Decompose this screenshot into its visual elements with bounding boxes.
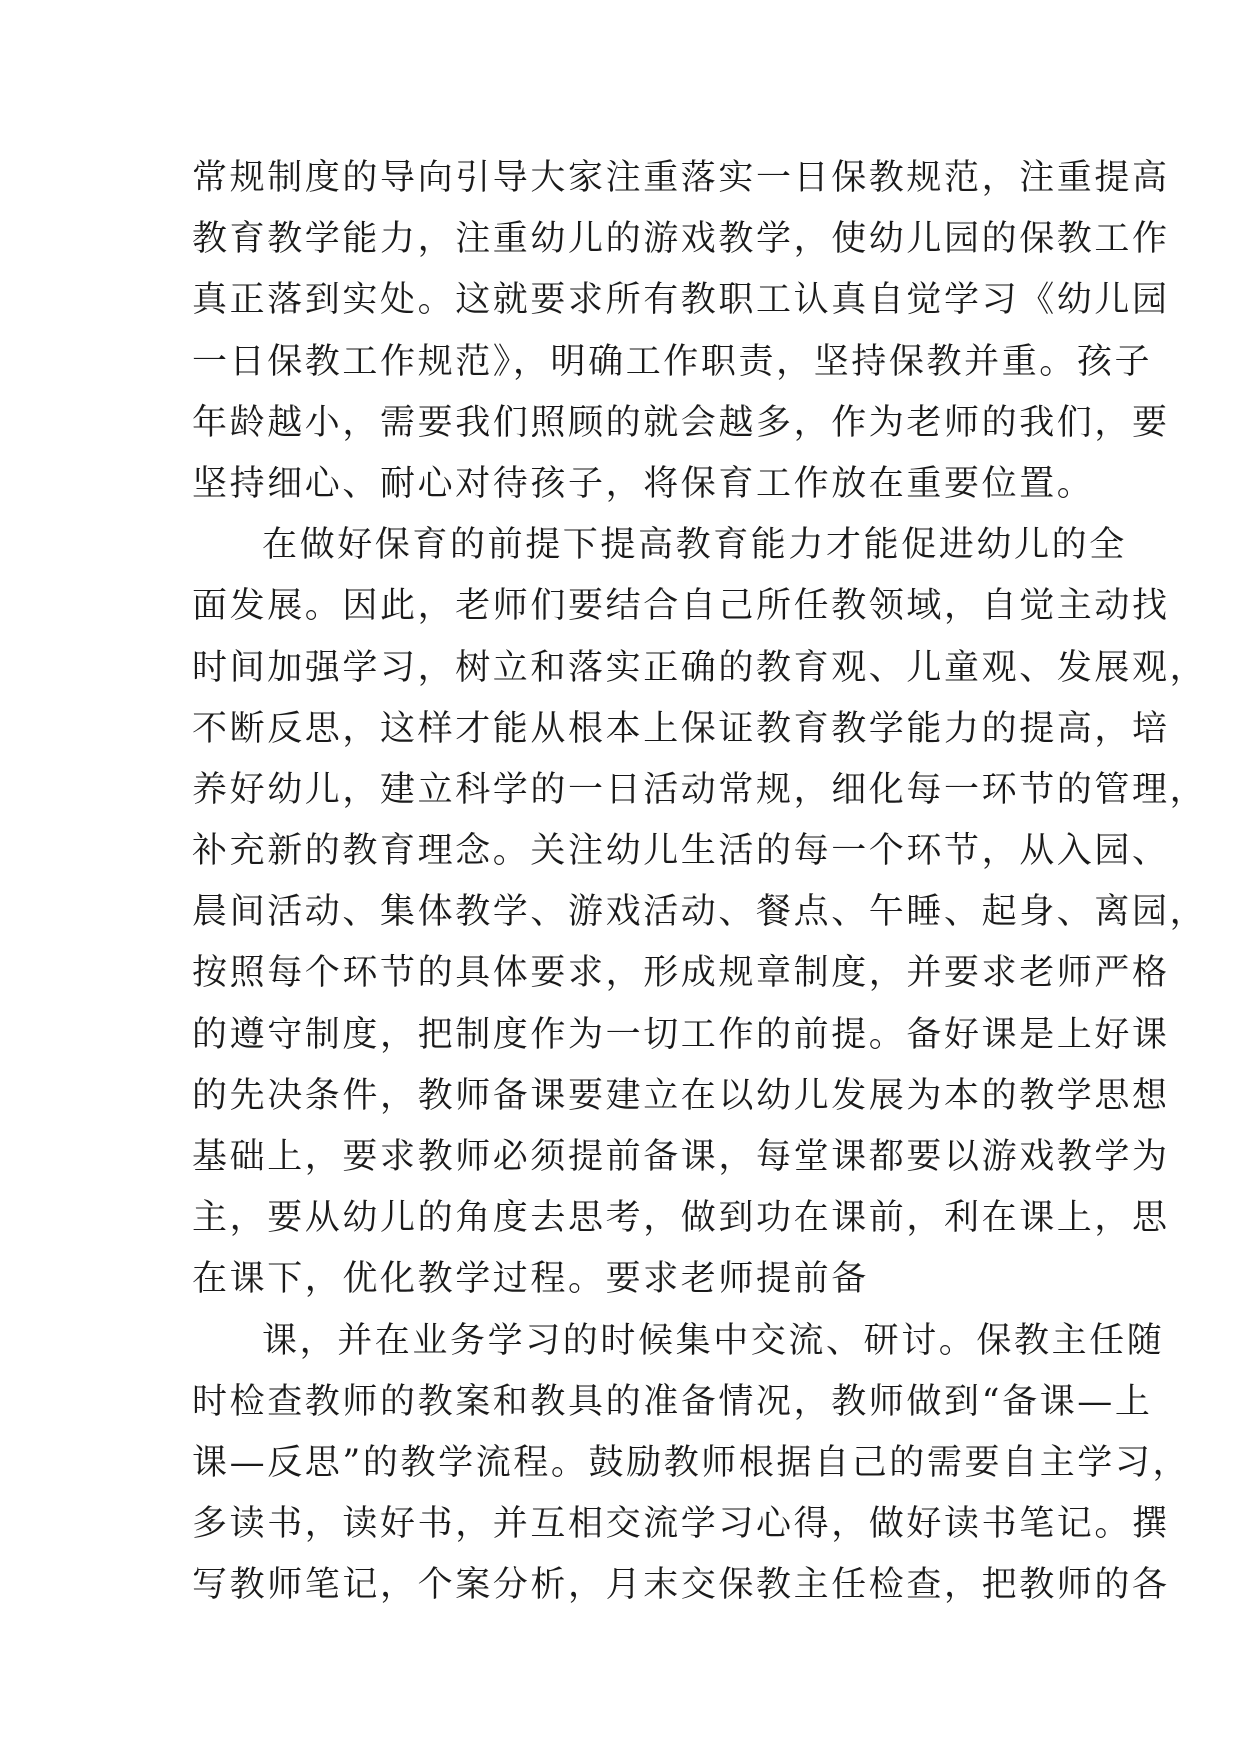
text-line: 主，要从幼儿的角度去思考，做到功在课前，利在课上，思 bbox=[192, 1198, 1170, 1239]
text-line: 一日保教工作规范》，明确工作职责，坚持保教并重。孩子 bbox=[192, 341, 1153, 382]
document-text bbox=[192, 148, 1208, 1617]
text-line: 晨间活动、集体教学、游戏活动、餐点、午睡、起身、离园， bbox=[192, 892, 1208, 933]
text-line: 养好幼儿，建立科学的一日活动常规，细化每一环节的管理， bbox=[192, 769, 1208, 810]
text-line: 写教师笔记，个案分析，月末交保教主任检查，把教师的各 bbox=[192, 1565, 1170, 1606]
text-line: 面发展。因此，老师们要结合自己所任教领域，自觉主动找 bbox=[192, 586, 1170, 627]
text-line: 不断反思，这样才能从根本上保证教育教学能力的提高，培 bbox=[192, 708, 1170, 749]
text-line: 年龄越小，需要我们照顾的就会越多，作为老师的我们，要 bbox=[192, 402, 1170, 443]
text-line: 按照每个环节的具体要求，形成规章制度，并要求老师严格 bbox=[192, 953, 1170, 994]
text-line: 真正落到实处。这就要求所有教职工认真自觉学习《幼儿园 bbox=[192, 280, 1170, 321]
paragraph-start-line: 课，并在业务学习的时候集中交流、研讨。保教主任随 bbox=[262, 1320, 1165, 1361]
text-line: 的遵守制度，把制度作为一切工作的前提。备好课是上好课 bbox=[192, 1014, 1170, 1055]
paragraph-start-line: 在做好保育的前提下提高教育能力才能促进幼儿的全 bbox=[262, 525, 1127, 566]
text-line: 在课下，优化教学过程。要求老师提前备 bbox=[192, 1259, 869, 1300]
text-line: 多读书，读好书，并互相交流学习心得，做好读书笔记。撰 bbox=[192, 1504, 1170, 1545]
text-line: 课—反思”的教学流程。鼓励教师根据自己的需要自主学习， bbox=[192, 1442, 1191, 1483]
text-line: 的先决条件，教师备课要建立在以幼儿发展为本的教学思想 bbox=[192, 1075, 1170, 1116]
text-line: 教育教学能力，注重幼儿的游戏教学，使幼儿园的保教工作 bbox=[192, 219, 1170, 260]
text-line: 时间加强学习，树立和落实正确的教育观、儿童观、发展观， bbox=[192, 647, 1208, 688]
text-line: 补充新的教育理念。关注幼儿生活的每一个环节，从入园、 bbox=[192, 831, 1170, 872]
text-line: 基础上，要求教师必须提前备课，每堂课都要以游戏教学为 bbox=[192, 1137, 1170, 1177]
text-line: 常规制度的导向引导大家注重落实一日保教规范，注重提高 bbox=[192, 158, 1170, 198]
text-line: 时检查教师的教案和教具的准备情况，教师做到“备课—上 bbox=[192, 1381, 1153, 1422]
text-line: 坚持细心、耐心对待孩子，将保育工作放在重要位置。 bbox=[192, 463, 1095, 504]
